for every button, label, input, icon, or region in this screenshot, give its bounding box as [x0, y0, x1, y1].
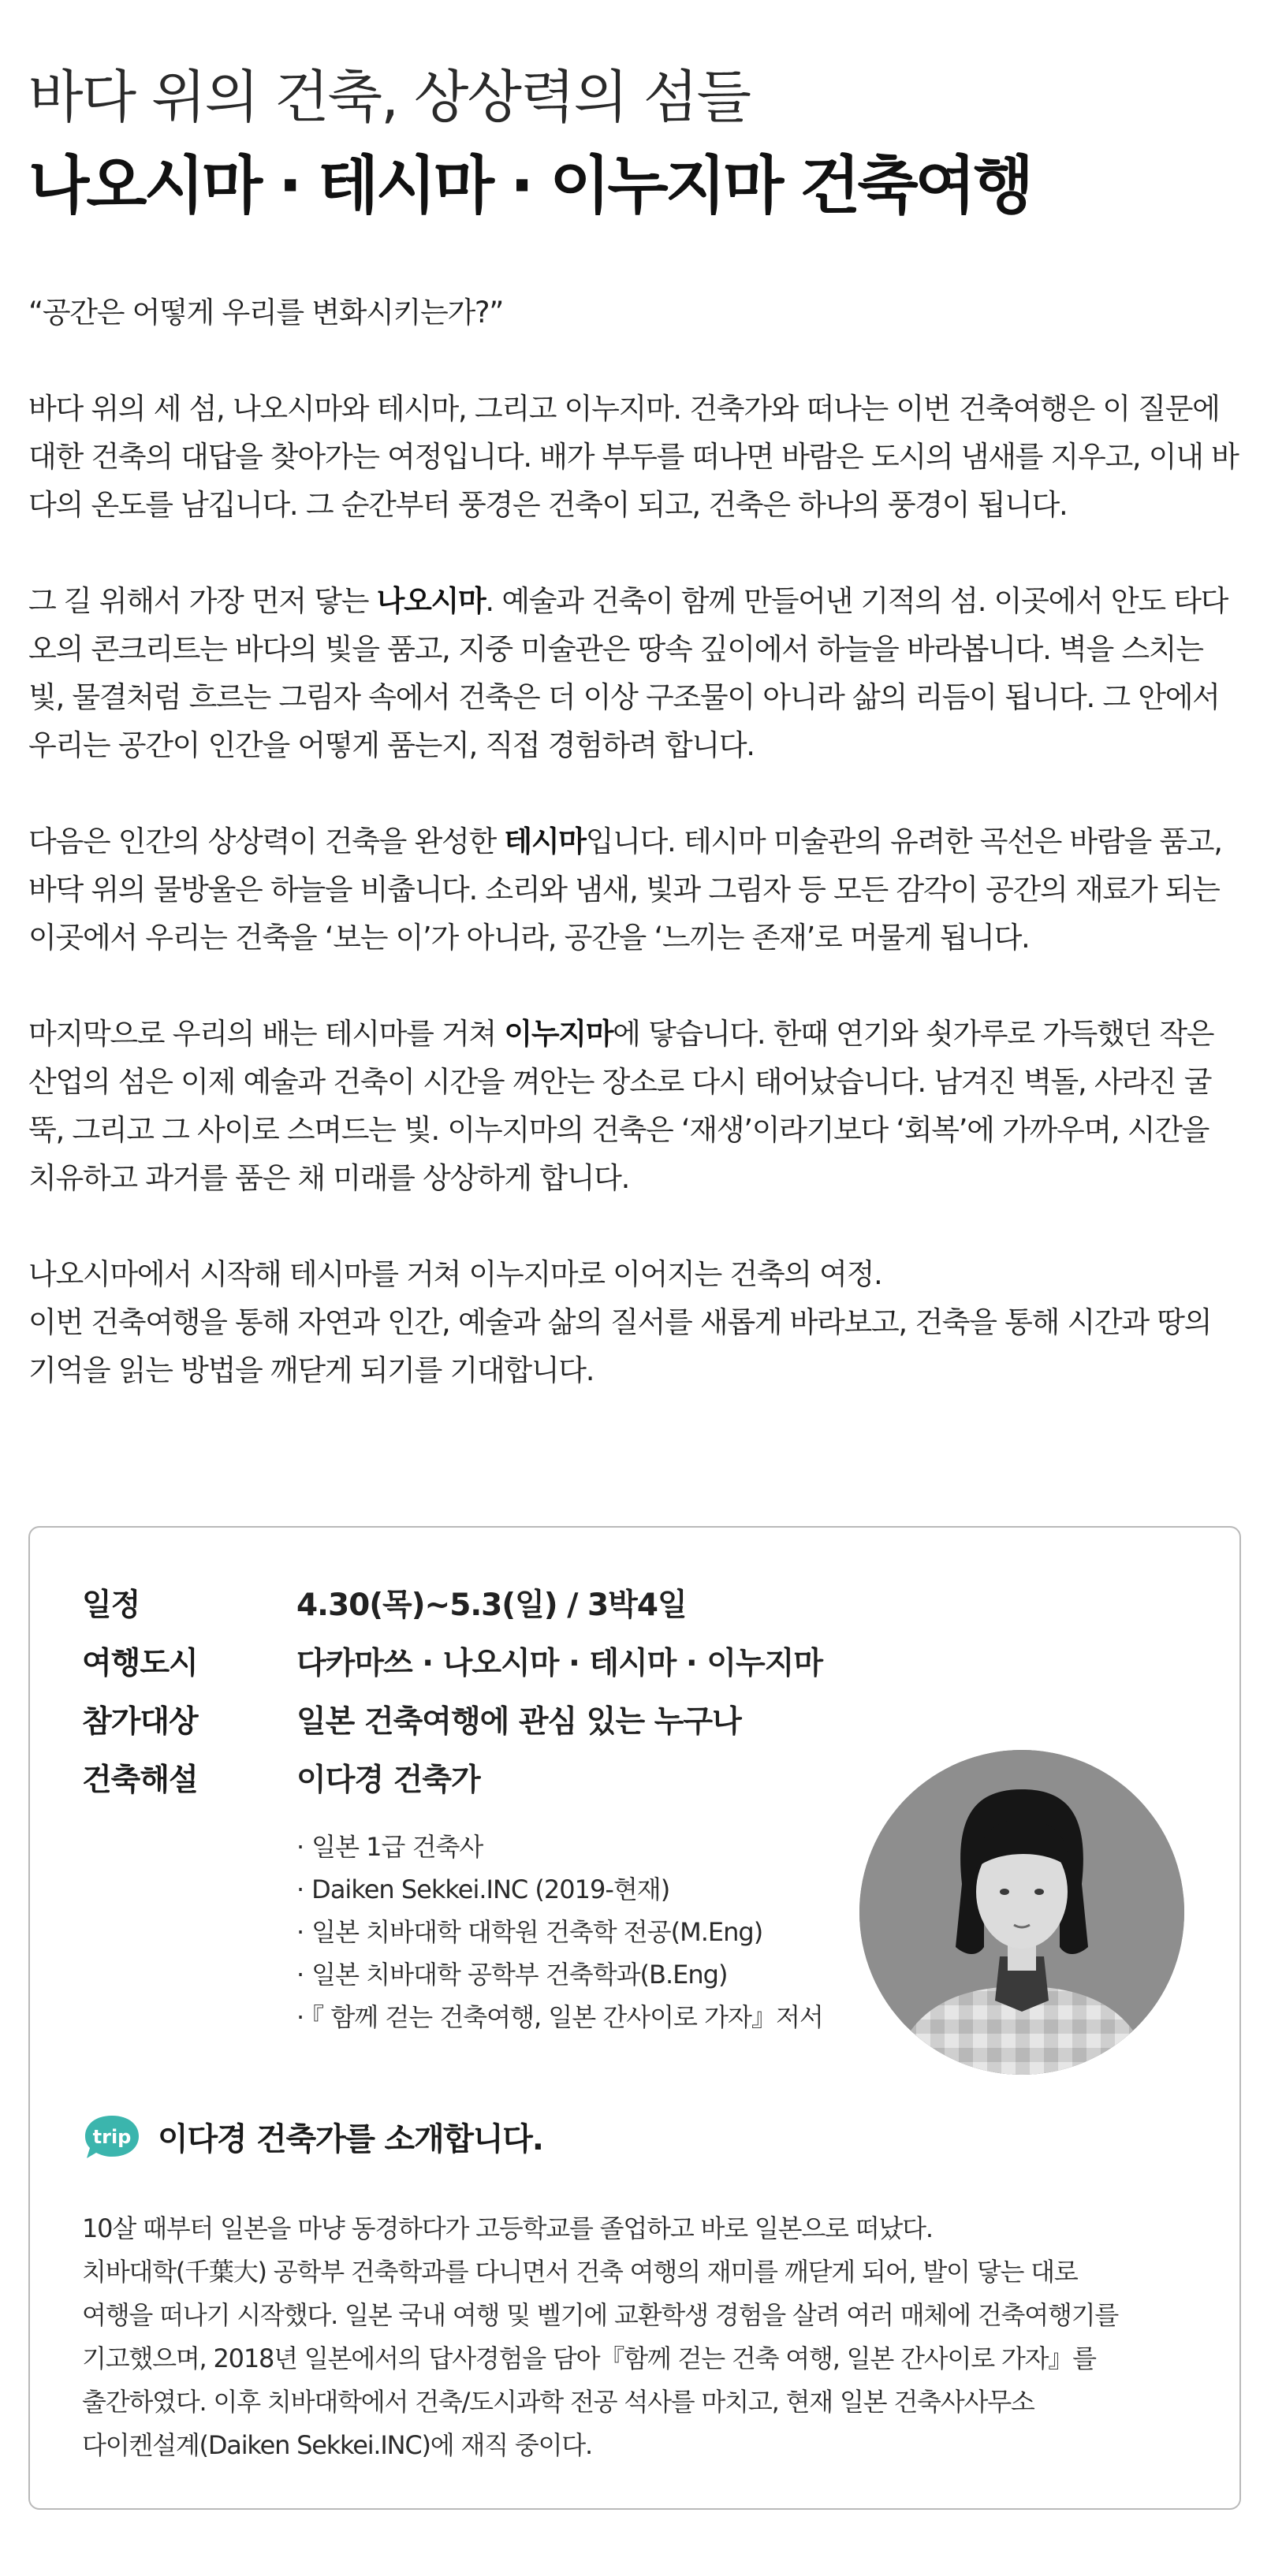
info-label: 건축해설: [82, 1763, 198, 1798]
island-name-naoshima: 나오시마: [376, 584, 486, 618]
bio-line: 다이켄설계(Daiken Sekkei.INC)에 재직 중이다.: [82, 2430, 592, 2460]
trip-badge-icon: [82, 2111, 142, 2161]
credential-item: · 일본 치바대학 대학원 건축학 전공(M.Eng): [296, 1911, 823, 1953]
info-label: 여행도시: [82, 1646, 198, 1681]
info-label: 참가대상: [82, 1704, 198, 1740]
paragraph-text: 다음은 인간의 상상력이 건축을 완성한: [28, 825, 505, 858]
intro-paragraph-4: [28, 1010, 1243, 1202]
intro-text: [28, 288, 1243, 1442]
guide-portrait: [859, 1750, 1184, 2075]
intro-paragraph-3: [28, 817, 1243, 962]
paragraph-text: 입니다. 테시마 미술관의 유려한 곡선은 바람을 품고, 바닥 위의 물방울은 하늘을 비춥니다. 소리와 냄새, 빛과 그림자 등 모든 감각이 공간의 재료가 되는 이곳에서 우리는 건축을 ‘보는 이’가 아니라, 공간을 ‘느끼는 존재’로 머물게 됩니다.: [28, 825, 1222, 955]
intro-paragraph-1: 바다 위의 세 섬, 나오시마와 테시마, 그리고 이누지마. 건축가와 떠나는 이번 건축여행은 이 질문에 대한 건축의 대답을 찾아가는 여정입니다. 배가 부두를 떠나면 바람은 도시의 냄새를 지우고, 이내 바다의 온도를 남깁니다. 그 순간부터 풍경은 건축이 되고, 건축은 하나의 풍경이 됩니다.: [28, 392, 1239, 522]
bio-line: 여행을 떠나기 시작했다. 일본 국내 여행 및 벨기에 교환학생 경험을 살려 여러 매체에 건축여행기를: [82, 2300, 1119, 2330]
intro-paragraph-5: [28, 1250, 1243, 1394]
credential-item: · 일본 1급 건축사: [296, 1826, 823, 1868]
guide-credentials: [296, 1826, 823, 2038]
credential-item: · 일본 치바대학 공학부 건축학과(B.Eng): [296, 1953, 823, 1996]
page-subtitle: 바다 위의 건축, 상상력의 섬들: [28, 64, 751, 130]
trip-info-box: [28, 1526, 1241, 2510]
paragraph-text: 에 닿습니다. 한때 연기와 쇳가루로 가득했던 작은 산업의 섬은 이제 예술과 건축이 시간을 껴안는 장소로 다시 태어났습니다. 남겨진 벽돌, 사라진 굴뚝, 그리고 그 사이로 스며드는 빛. 이누지마의 건축은 ‘재생’이라기보다 ‘회복’에 가까우며, 시간을 치유하고 과거를 품은 채 미래를 상상하게 합니다.: [28, 1017, 1214, 1195]
island-name-teshima: 테시마: [504, 825, 586, 858]
info-value: 일본 건축여행에 관심 있는 누구나: [296, 1704, 741, 1740]
bio-line: 기고했으며, 2018년 일본에서의 답사경험을 담아『함께 걷는 건축 여행, 일본 간사이로 가자』를: [82, 2343, 1096, 2373]
info-label: 일정: [82, 1588, 140, 1623]
paragraph-line: 나오시마에서 시작해 테시마를 거쳐 이누지마로 이어지는 건축의 여정.: [28, 1257, 882, 1291]
guide-intro-title: 이다경 건축가를 소개합니다.: [158, 2121, 543, 2157]
intro-quote: “공간은 어떻게 우리를 변화시키는가?”: [28, 296, 504, 329]
info-value: 이다경 건축가: [296, 1763, 480, 1798]
island-name-inujima: 이누지마: [504, 1017, 613, 1051]
page-title: 나오시마 · 테시마 · 이누지마 건축여행: [28, 149, 1031, 222]
paragraph-text: 마지막으로 우리의 배는 테시마를 거쳐: [28, 1017, 505, 1051]
bio-line: 출간하였다. 이후 치바대학에서 건축/도시과학 전공 석사를 마치고, 현재 일본 건축사사무소: [82, 2387, 1034, 2417]
paragraph-text: 그 길 위해서 가장 먼저 닿는: [28, 584, 377, 618]
intro-paragraph-2: [28, 577, 1243, 769]
info-value: 다카마쓰 · 나오시마 · 테시마 · 이누지마: [296, 1646, 823, 1681]
paragraph-line: 이번 건축여행을 통해 자연과 인간, 예술과 삶의 질서를 새롭게 바라보고, 건축을 통해 시간과 땅의 기억을 읽는 방법을 깨닫게 되기를 기대합니다.: [28, 1305, 1212, 1387]
portrait-illustration: [859, 1750, 1184, 2075]
credential-item: · Daiken Sekkei.INC (2019-현재): [296, 1868, 823, 1911]
svg-text:trip: trip: [92, 2126, 132, 2148]
bio-line: 10살 때부터 일본을 마냥 동경하다가 고등학교를 졸업하고 바로 일본으로 떠났다.: [82, 2213, 933, 2243]
bio-line: 치바대학(千葉大) 공학부 건축학과를 다니면서 건축 여행의 재미를 깨닫게 되어, 발이 닿는 대로: [82, 2257, 1078, 2287]
guide-bio: [82, 2207, 1202, 2467]
info-value: 4.30(목)~5.3(일) / 3박4일: [296, 1588, 687, 1623]
paragraph-text: . 예술과 건축이 함께 만들어낸 기적의 섬. 이곳에서 안도 타다오의 콘크리트는 바다의 빛을 품고, 지중 미술관은 땅속 깊이에서 하늘을 바라봅니다. 벽을 스치는 빛, 물결처럼 흐르는 그림자 속에서 건축은 더 이상 구조물이 아니라 삶의 리듬이 됩니다. 그 안에서 우리는 공간이 인간을 어떻게 품는지, 직접 경험하려 합니다.: [28, 584, 1228, 762]
credential-item: · 『 함께 걷는 건축여행, 일본 간사이로 가자』저서: [296, 1996, 823, 2038]
